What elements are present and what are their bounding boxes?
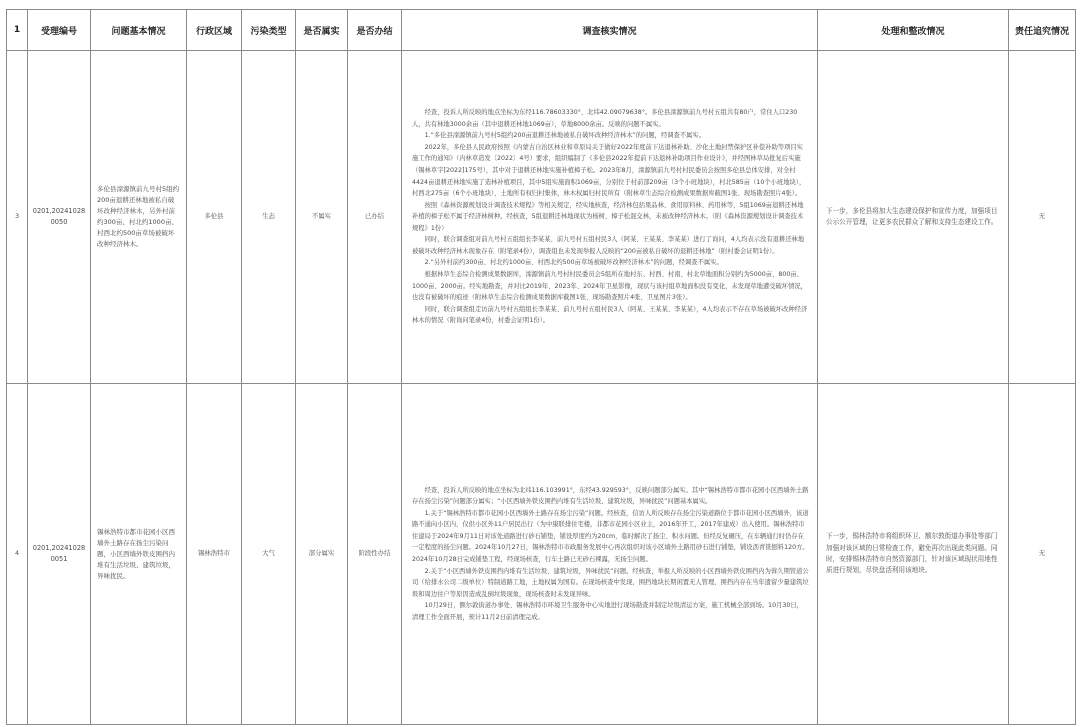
header-investigation: 调查核实情况 <box>402 10 818 51</box>
district: 锡林浩特市 <box>187 384 242 725</box>
investigation-paragraph: 2.“另外村前约300亩、村北约1000亩、村西北约500亩草场被破坏改种经济林木”的问题，经调查不属实。 <box>424 259 723 267</box>
header-row <box>7 10 1076 51</box>
investigation-paragraph: 2022年，多伦县人民政府按照《内蒙古自治区林业和草原局关于做好2022年度前下达退林补助、沙化土地封禁保护区补偿补助等项目实施工作的通知》（内林草造发〔2022〕4号）要求，组织编制了《多伦县2022年提前下达退林补助项目作业设计》，并经图林草局批复后实施（锡林草字[2022]175号），其中对于退耕还林地实施补植樟子松。2023年8月，滦源镇前九号村村民委员会按照多伦县总体安排，对全村4424亩退耕还林地实施了造林补植项目，其中5组实施面积1069亩，分别位于村前部209亩（3个小班地块），村北585亩（10个小班地块），村西北275亩（6个小班地块），土地所有权归村集体，林木权属归村民所有（附林草生态综合检测成果数据库截图1张、现场勘查照片4张）。 <box>412 143 806 198</box>
header-case-id: 受理编号 <box>28 10 91 51</box>
verified-status: 不属实 <box>296 51 348 384</box>
pollution-type: 生态 <box>242 51 296 384</box>
accountability: 无 <box>1009 384 1076 725</box>
row-index: 4 <box>7 384 28 725</box>
investigation-paragraph: 1.“多伦县滦源镇前九号村5组约200亩退耕还林地被私自破坏改种经济林木”的问题，经调查不属实。 <box>424 132 706 140</box>
investigation-paragraph: 2.关于“小区西墙外铁皮围挡内堆有生活垃圾、建筑垃圾，异味扰民”问题。经核查，举报人所反映的小区西墙外铁皮围挡内为蓉久期管道公司（给排水公司二级单位）特制道路工地，土地权属为国有。在现场核查中发现，围挡地块长期闲置无人管理，围挡内存在当年遗留少量建筑垃圾和周边住户等原因造成乱倒垃圾现象，现场核查时未发现异味。 <box>412 567 809 598</box>
table-row <box>7 384 1076 725</box>
investigation-text <box>402 51 818 384</box>
investigation-paragraph: 经查，投诉人所反映的地点坐标为东经116.78603330°、北纬42.09079638°。多伦县滦源镇前九号村五组共有80户，常住人口230人，共有林地3000余亩（其中退耕还林地1069亩），草地8000余亩。反映的问题不属实。 <box>412 109 798 128</box>
action-text: 下一步，多伦县将加大生态建设保护和宣传力度，加强项目公示公开管理，让更多农民群众了解和支持生态建设工作。 <box>818 51 1009 384</box>
problem-description: 多伦县滦源镇前九号村5组约200亩退耕还林地被私自破坏改种经济林木，另外村前约300亩、村北约1000亩、村西北约500亩草场被破坏改种经济林木。 <box>91 51 187 384</box>
problem-description: 锡林浩特市都市花园小区西墙外土路存在扬尘污染问题，小区西墙外铁皮围挡内堆有生活垃圾、建筑垃圾，异味扰民。 <box>91 384 187 725</box>
district: 多伦县 <box>187 51 242 384</box>
closed-status: 已办结 <box>348 51 402 384</box>
action-text: 下一步，锡林浩特市将组织环卫、额尔敦街道办事处等部门加强对该区域的日常检查工作，避免再次出现此类问题。同时，安排锡林浩特市自然资源部门，针对该区域现状用地性质进行规划，尽快盘活利用该地块。 <box>818 384 1009 725</box>
header-verified: 是否属实 <box>296 10 348 51</box>
row-index: 3 <box>7 51 28 384</box>
header-index: 1 <box>7 10 28 51</box>
investigation-paragraph: 1.关于“锡林浩特市都市花园小区西墙外土路存在扬尘污染”问题。经核查，信访人所反映存在扬尘污染道路位于都市花园小区西墙外，该道路不通向小区内，仅供小区外11户居民出行（为中康联排住宅楼，非都市花园小区业主，2016年开工，2017年建成）出入使用。锡林浩特市住建局于2024年9月11日对该处道路进行砂石铺垫，铺设厚度约为20cm，临时解决了扬尘、积水问题。但经反复碾压，在车辆通行时仍存在一定程度的扬尘问题。2024年10月27日，锡林浩特市市政服务发展中心再次组织对该小区墙外土路用砂石进行铺垫，铺设沥青铣刨料120方。2024年10月28日完成铺垫工程，经现场核查，行车土路已无砂石裸露，无扬尘问题。 <box>412 509 809 563</box>
header-district: 行政区域 <box>187 10 242 51</box>
investigation-paragraph: 同时，联合调查组走访前九号村五组组长李某某、前九号村五组村民3人（阿某、王某某、李某某），4人均表示不存在草场被破坏改种经济林木的情况（附询问笔录4份，村委会证明1份）。 <box>412 305 808 325</box>
closed-status: 阶段性办结 <box>348 384 402 725</box>
investigation-text <box>402 384 818 725</box>
accountability: 无 <box>1009 51 1076 384</box>
header-pollution-type: 污染类型 <box>242 10 296 51</box>
header-description: 问题基本情况 <box>91 10 187 51</box>
investigation-paragraph: 同时，联合调查组对前九号村五组组长李某某、前九号村五组村民3人（阿某、王某某、李某某）进行了询问，4人均表示没有退耕还林地被破坏改种经济林木现象存在（附笔录4份），调查组也未发现举报人反映的“200亩被私自破坏的退耕还林地”（附村委会证明1份）。 <box>412 236 805 255</box>
investigation-paragraph: 按照《森林资源规划设计调查技术规程》等相关规定，经实地核查，经济林包括果品林、食用原料林、药用林等，5组1069亩退耕还林地补植的樟子松不属于经济林树种。经核查，5组退耕还林地现状为杨树、樟子松混交林，未被改种经济林木。（附《森林资源规划设计调查技术规程》1份） <box>412 201 804 232</box>
pollution-type: 大气 <box>242 384 296 725</box>
table-row <box>7 51 1076 384</box>
investigation-paragraph: 10月29日，额尔敦街道办事处、锡林浩特市环境卫生服务中心实地进行现场勘查并制定垃圾清运方案，施工机械全部到场。10月30日，清理工作全面开展，预计11月2日前清理完成。 <box>412 602 803 621</box>
header-closed: 是否办结 <box>348 10 402 51</box>
header-accountability: 责任追究情况 <box>1009 10 1076 51</box>
case-table <box>6 9 1076 725</box>
investigation-paragraph: 经查，投诉人所反映的地点坐标为北纬116.103991°，东经43.929593°，反映问题部分属实。其中“锡林浩特市都市花园小区西墙外土路存在扬尘污染”问题部分属实；“小区西墙外铁皮围挡内堆有生活垃圾、建筑垃圾，异味扰民”问题基本属实。 <box>412 486 809 506</box>
verified-status: 部分属实 <box>296 384 348 725</box>
case-id: 0201,20241028 0050 <box>28 51 91 384</box>
investigation-paragraph: 根据林草生态综合检测成果数据库，滦源镇前九号村村民委员会5组所在地村东、村西、村南、村北草地面积分别约为5000亩、800亩、1000亩、2000亩。经实地勘查，并对比2019年、2023年、2024年卫星影像，现状与该村组草地面积没有变化，未发现草地遭受破坏情况，也没有被破坏的痕迹（附林草生态综合检测成果数据库截图1张、现场勘查照片4张、卫星图片3张）。 <box>412 270 807 302</box>
header-action: 处理和整改情况 <box>818 10 1009 51</box>
case-id: 0201,20241028 0051 <box>28 384 91 725</box>
